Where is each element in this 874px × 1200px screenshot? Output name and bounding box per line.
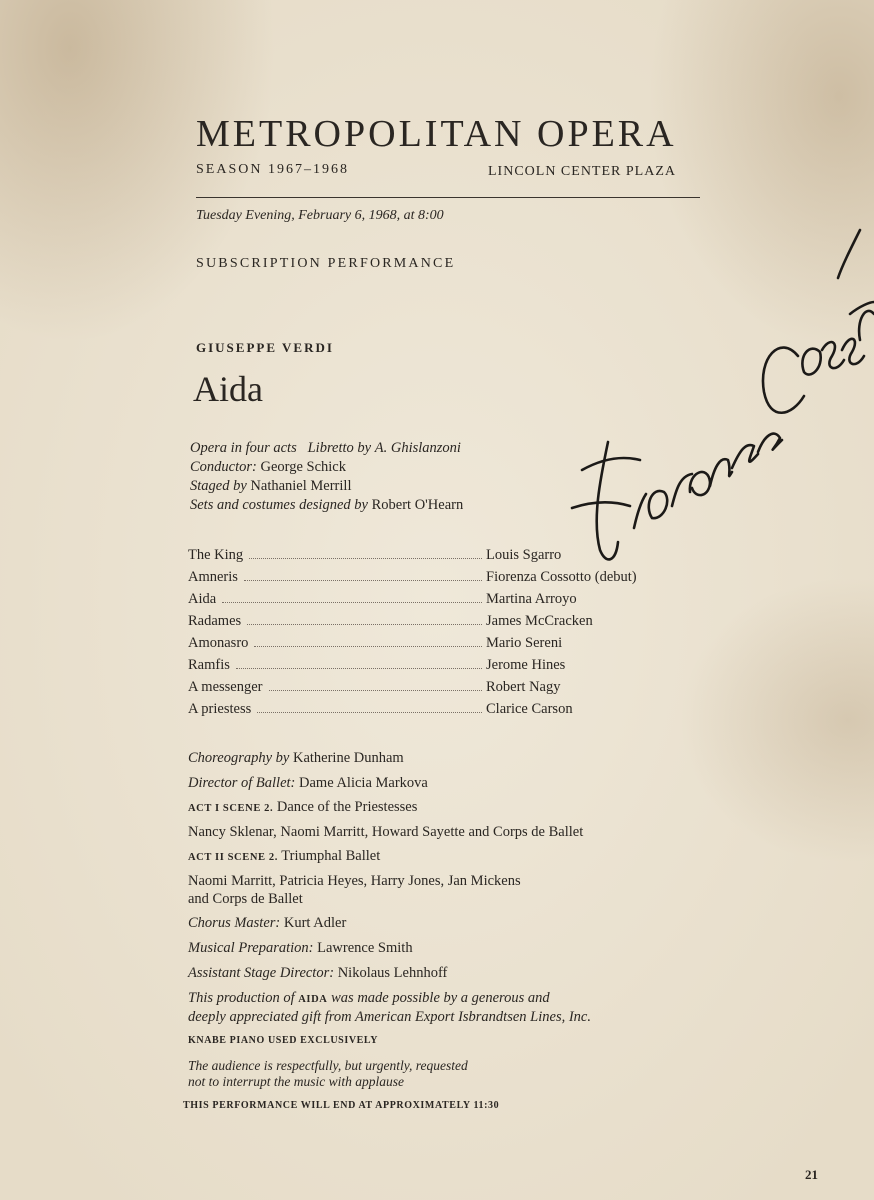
cast-role: A priestess — [188, 701, 252, 717]
credit-label: Conductor: — [190, 459, 257, 475]
credit-line — [190, 478, 351, 495]
credit-label: Sets and costumes designed by — [190, 497, 368, 513]
piano-note: KNABE PIANO USED EXCLUSIVELY — [188, 1035, 379, 1046]
end-time-note: THIS PERFORMANCE WILL END AT APPROXIMATELY 11:30 — [183, 1100, 500, 1111]
credit-value: Robert O'Hearn — [371, 497, 464, 513]
cast-role: A messenger — [188, 679, 263, 695]
opera-title: Aida — [193, 369, 263, 409]
cast-singer: James McCracken — [486, 613, 593, 629]
cast-role: Ramfis — [188, 657, 230, 673]
scene-title: Triumphal Ballet — [281, 848, 381, 864]
credit-value: George Schick — [260, 459, 346, 475]
date-line: Tuesday Evening, February 6, 1968, at 8:00 — [196, 208, 444, 223]
leader-dots — [244, 580, 482, 581]
cast-singer: Jerome Hines — [486, 657, 566, 673]
cast-row — [188, 635, 628, 655]
leader-dots — [247, 624, 482, 625]
credit-label: Chorus Master: — [188, 915, 281, 931]
performance-type: SUBSCRIPTION PERFORMANCE — [196, 256, 456, 271]
asst-director-line — [188, 965, 447, 982]
credit-label: Libretto by — [307, 440, 372, 456]
cast-singer: Mario Sereni — [486, 635, 563, 651]
leader-dots — [249, 558, 482, 559]
note-text: was made possible by a generous and — [331, 990, 550, 1006]
cast-role: The King — [188, 547, 244, 563]
act1-scene-line — [188, 799, 417, 816]
credit-value: Kurt Adler — [283, 915, 347, 931]
note-text: AIDA — [298, 994, 328, 1005]
cast-role: Amneris — [188, 569, 238, 585]
autograph-signature — [560, 210, 874, 580]
credit-line — [190, 440, 461, 457]
scene-title: Dance of the Priestesses — [276, 799, 418, 815]
leader-dots — [269, 690, 483, 691]
page-number: 21 — [805, 1167, 818, 1182]
cast-singer: Louis Sgarro — [486, 547, 562, 563]
cast-row — [188, 591, 628, 611]
credit-line — [190, 497, 463, 514]
cast-row — [188, 679, 628, 699]
note-text: This production of — [188, 990, 295, 1006]
credit-value: Katherine Dunham — [292, 750, 404, 766]
leader-dots — [236, 668, 482, 669]
scene-label: ACT II SCENE 2. — [188, 852, 278, 863]
chorus-master-line — [188, 915, 346, 932]
page-title: METROPOLITAN OPERA — [196, 113, 677, 155]
credit-line — [190, 459, 346, 476]
leader-dots — [222, 602, 482, 603]
production-note: deeply appreciated gift from American Export Isbrandtsen Lines, Inc. — [188, 1009, 591, 1025]
cast-row — [188, 701, 628, 721]
header-divider — [196, 197, 700, 198]
credit-value: Nathaniel Merrill — [250, 478, 352, 494]
credit-value: Lawrence Smith — [317, 940, 413, 956]
cast-row — [188, 657, 628, 677]
credit-value: Nikolaus Lehnhoff — [337, 965, 448, 981]
cast-singer: Martina Arroyo — [486, 591, 577, 607]
cast-singer: Clarice Carson — [486, 701, 573, 717]
scene-label: ACT I SCENE 2. — [188, 803, 274, 814]
choreography-line — [188, 750, 404, 767]
cast-role: Amonasro — [188, 635, 249, 651]
credit-value: A. Ghislanzoni — [374, 440, 461, 456]
audience-note: The audience is respectfully, but urgently, requested — [188, 1058, 468, 1073]
act1-dancers: Nancy Sklenar, Naomi Marritt, Howard Sayette and Corps de Ballet — [188, 824, 584, 840]
act2-dancers: Naomi Marritt, Patricia Heyes, Harry Jones, Jan Mickens — [188, 873, 521, 889]
audience-note: not to interrupt the music with applause — [188, 1074, 404, 1089]
cast-role: Aida — [188, 591, 217, 607]
credit-label: Staged by — [190, 478, 247, 494]
credit-label: Opera in four acts — [190, 440, 297, 456]
credit-label: Musical Preparation: — [188, 940, 314, 956]
composer-name: GIUSEPPE VERDI — [196, 340, 334, 355]
musical-prep-line — [188, 940, 413, 957]
cast-singer: Robert Nagy — [486, 679, 561, 695]
credit-label: Director of Ballet: — [188, 775, 296, 791]
credit-label: Assistant Stage Director: — [188, 965, 335, 981]
credit-label: Choreography by — [188, 750, 290, 766]
venue-label: LINCOLN CENTER PLAZA — [488, 164, 676, 179]
cast-role: Radames — [188, 613, 242, 629]
credit-value: Dame Alicia Markova — [299, 775, 428, 791]
act2-scene-line — [188, 848, 380, 865]
production-note — [188, 990, 550, 1007]
season-label: SEASON 1967–1968 — [196, 162, 349, 177]
leader-dots — [257, 712, 482, 713]
cast-singer: Fiorenza Cossotto (debut) — [486, 569, 637, 585]
leader-dots — [254, 646, 482, 647]
ballet-director-line — [188, 775, 428, 792]
cast-row — [188, 613, 628, 633]
act2-dancers: and Corps de Ballet — [188, 891, 303, 907]
